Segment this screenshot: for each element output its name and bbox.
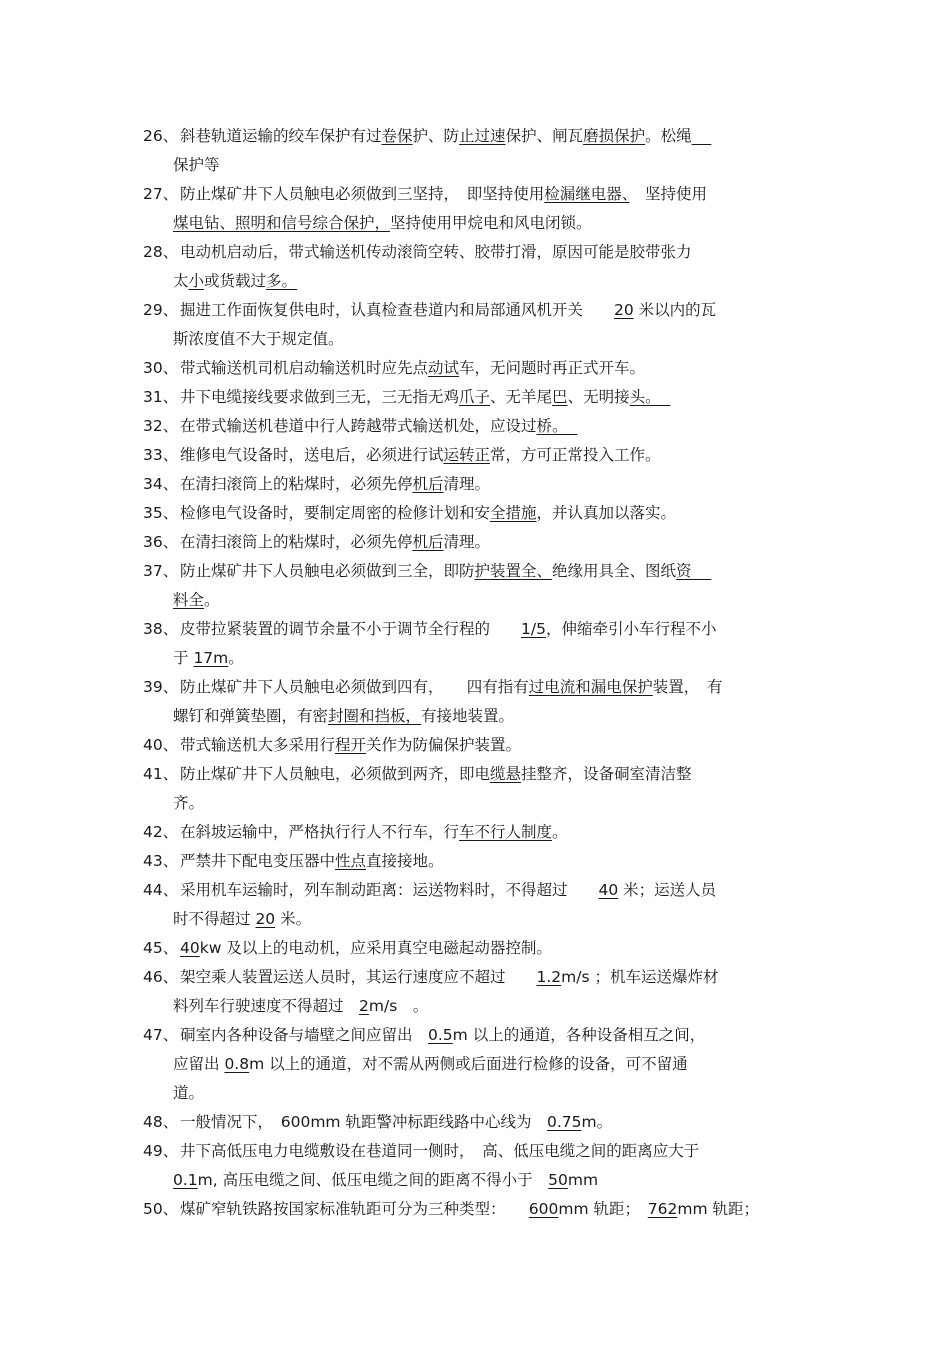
question-text: 绝缘用具全、图纸 — [552, 562, 677, 580]
question-number: 49、 — [143, 1142, 179, 1160]
question-text: 料列车行驶速度不得超过 — [173, 997, 360, 1015]
question-line — [143, 847, 813, 876]
question-number: 28、 — [143, 243, 179, 261]
question-number: 42、 — [143, 823, 179, 841]
question-text: 关作为防偏保护装置。 — [366, 736, 522, 754]
question-text: m。 — [581, 1113, 613, 1131]
answer-blank: 护装置全、 — [474, 562, 553, 580]
question-text: 清理。 — [443, 533, 491, 551]
question-number: 38、 — [143, 620, 179, 638]
question-line — [143, 441, 813, 470]
answer-blank: 机后 — [412, 475, 444, 493]
question-line — [143, 818, 813, 847]
question-number: 44、 — [143, 881, 179, 899]
question-line — [143, 499, 813, 528]
answer-blank: 止过速 — [459, 127, 506, 145]
answer-blank: 巴 — [552, 388, 568, 406]
question-text: 硐室内各种设备与墙壁之间应留出 — [180, 1026, 429, 1044]
question-text: mm — [567, 1171, 599, 1189]
question-text: 有接地装置。 — [421, 707, 515, 725]
question-text: 斯浓度值不大于规定值。 — [173, 330, 344, 348]
question-number: 48、 — [143, 1113, 179, 1131]
answer-blank: 爪子 — [459, 388, 491, 406]
question-text: 煤矿窄轨铁路按国家标准轨距可分为三种类型： — [180, 1200, 529, 1218]
question-line — [143, 209, 813, 238]
answer-blank: 50 — [548, 1171, 568, 1189]
question-text: 带式输送机大多采用行 — [180, 736, 336, 754]
question-text: mm 轨距； — [558, 1200, 648, 1218]
question-text: 于 — [173, 649, 194, 667]
question-number: 26、 — [143, 127, 179, 145]
question-line — [143, 731, 813, 760]
answer-blank: 2 — [359, 997, 369, 1015]
answer-blank: 资 — [676, 562, 712, 580]
answer-blank: 检漏继电器、 — [544, 185, 630, 203]
question-text: 米以内的瓦 — [633, 301, 717, 319]
answer-blank: 0.8 — [224, 1055, 250, 1073]
question-number: 50、 — [143, 1200, 179, 1218]
question-text: 在清扫滚筒上的粘煤时，必须先停 — [180, 533, 413, 551]
question-text: 齐。 — [173, 794, 205, 812]
question-line — [143, 557, 813, 586]
question-item — [143, 1108, 813, 1137]
question-text: 掘进工作面恢复供电时，认真检查巷道内和局部通风机开关 — [180, 301, 615, 319]
question-item — [143, 615, 813, 673]
question-text: 保护、闸瓦 — [505, 127, 584, 145]
question-text: m 以上的通道，对不需从两侧或后面进行检修的设备，可不留通 — [249, 1055, 688, 1073]
question-text: 防止煤矿井下人员触电必须做到四有， 四有指有 — [180, 678, 529, 696]
question-line — [143, 992, 813, 1021]
answer-blank: 车不行人制度 — [459, 823, 553, 841]
question-item — [143, 441, 813, 470]
answer-blank: 封圈和挡板， — [328, 707, 422, 725]
question-text: 。 — [552, 823, 568, 841]
question-line — [143, 238, 813, 267]
answer-blank: 全措施 — [490, 504, 537, 522]
question-text: 架空乘人装置运送人员时，其运行速度应不超过 — [180, 968, 537, 986]
question-text: ，伸缩牵引小车行程不小 — [545, 620, 717, 638]
answer-blank: 多。 — [266, 272, 298, 290]
question-text: 井下电缆接线要求做到三无，三无指无鸡 — [180, 388, 460, 406]
question-text: 带式输送机司机启动输送机时应先点 — [180, 359, 429, 377]
question-text: 一般情况下， 600mm 轨距警冲标距线路中心线为 — [180, 1113, 547, 1131]
question-line — [143, 760, 813, 789]
answer-blank: 缆悬 — [490, 765, 522, 783]
question-item — [143, 1021, 813, 1108]
answer-blank: 卷保 — [381, 127, 413, 145]
answer-blank: 桥。 — [536, 417, 578, 435]
question-line — [143, 586, 813, 615]
answer-blank: 0.5 — [428, 1026, 453, 1044]
question-text: 挂整齐，设备硐室清洁整 — [521, 765, 692, 783]
question-line — [143, 151, 813, 180]
question-item — [143, 731, 813, 760]
question-item — [143, 528, 813, 557]
question-item — [143, 963, 813, 1021]
question-line — [143, 644, 813, 673]
question-line — [143, 1079, 813, 1108]
question-item — [143, 354, 813, 383]
answer-blank: 性点 — [335, 852, 367, 870]
question-line — [143, 528, 813, 557]
question-text: 米；运送人员 — [618, 881, 717, 899]
question-text: 、无明接 — [567, 388, 630, 406]
question-number: 27、 — [143, 185, 179, 203]
question-item — [143, 383, 813, 412]
answer-blank: 运转正 — [443, 446, 491, 464]
question-line — [143, 673, 813, 702]
question-list — [143, 122, 813, 1224]
answer-blank: 程开 — [335, 736, 367, 754]
question-text: 或货载过 — [204, 272, 267, 290]
question-text: 道。 — [173, 1084, 205, 1102]
question-line — [143, 1166, 813, 1195]
question-number: 29、 — [143, 301, 179, 319]
question-text: kw 及以上的电动机，应采用真空电磁起动器控制。 — [199, 939, 552, 957]
question-number: 47、 — [143, 1026, 179, 1044]
answer-blank: 600 — [528, 1200, 559, 1218]
question-text: 清理。 — [443, 475, 491, 493]
answer-blank: 小 — [188, 272, 205, 290]
question-line — [143, 122, 813, 151]
answer-blank: 1/5 — [521, 620, 546, 638]
question-line — [143, 1050, 813, 1079]
question-text: 。松绳 — [645, 127, 692, 145]
question-line — [143, 934, 813, 963]
answer-blank: 0.1 — [173, 1171, 198, 1189]
answer-blank: 煤电钻、照明和信号综合保护， — [173, 214, 391, 232]
question-line — [143, 354, 813, 383]
question-text: 。 — [228, 649, 244, 667]
question-text: 检修电气设备时，要制定周密的检修计划和安 — [180, 504, 491, 522]
question-text: 时不得超过 — [173, 910, 256, 928]
question-number: 46、 — [143, 968, 179, 986]
question-item — [143, 818, 813, 847]
question-text: 应留出 — [173, 1055, 225, 1073]
question-text: m/s ；机车运送爆炸材 — [561, 968, 719, 986]
question-text: 护、防 — [412, 127, 460, 145]
question-line — [143, 615, 813, 644]
question-text: 防止煤矿井下人员触电必须做到三坚持， 即坚持使用 — [180, 185, 545, 203]
question-number: 39、 — [143, 678, 179, 696]
question-line — [143, 1195, 813, 1224]
answer-blank: 17m — [193, 649, 229, 667]
question-item — [143, 296, 813, 354]
question-text: 防止煤矿井下人员触电必须做到三全，即防 — [180, 562, 475, 580]
question-line — [143, 905, 813, 934]
question-text: 保护等 — [173, 156, 220, 174]
question-item — [143, 1195, 813, 1224]
question-text: 坚持使用 — [629, 185, 708, 203]
answer-blank: 40 — [180, 939, 200, 957]
question-text: 车，无问题时再正式开车。 — [459, 359, 646, 377]
question-line — [143, 267, 813, 296]
question-line — [143, 1108, 813, 1137]
question-item — [143, 934, 813, 963]
question-text: 常，方可正常投入工作。 — [490, 446, 661, 464]
question-number: 36、 — [143, 533, 179, 551]
question-line — [143, 789, 813, 818]
question-number: 34、 — [143, 475, 179, 493]
question-text: 。 — [204, 591, 220, 609]
answer-blank: 0.75 — [546, 1113, 582, 1131]
question-text: m, 高压电缆之间、低压电缆之间的距离不得小于 — [197, 1171, 549, 1189]
question-text: 坚持使用甲烷电和风电闭锁。 — [390, 214, 592, 232]
question-line — [143, 325, 813, 354]
question-item — [143, 557, 813, 615]
answer-blank: 料全 — [173, 591, 205, 609]
question-number: 33、 — [143, 446, 179, 464]
question-item — [143, 412, 813, 441]
answer-blank — [692, 127, 712, 145]
question-line — [143, 383, 813, 412]
question-text: 斜巷轨道运输的绞车保护有过 — [180, 127, 382, 145]
question-item — [143, 238, 813, 296]
question-item — [143, 876, 813, 934]
question-number: 41、 — [143, 765, 179, 783]
question-item — [143, 847, 813, 876]
question-line — [143, 1137, 813, 1166]
question-text: 、无羊尾 — [490, 388, 553, 406]
question-text: 在带式输送机巷道中行人跨越带式输送机处，应设过 — [180, 417, 537, 435]
question-text: m/s 。 — [368, 997, 429, 1015]
question-item — [143, 673, 813, 731]
question-text: 米。 — [275, 910, 312, 928]
question-text: 螺钉和弹簧垫圈，有密 — [173, 707, 329, 725]
question-text: mm 轨距； — [677, 1200, 759, 1218]
question-text: 直接接地。 — [366, 852, 444, 870]
question-item — [143, 180, 813, 238]
question-item — [143, 499, 813, 528]
question-item — [143, 760, 813, 818]
question-text: 在清扫滚筒上的粘煤时，必须先停 — [180, 475, 413, 493]
question-item — [143, 1137, 813, 1195]
answer-blank: 过电流和漏电保护 — [528, 678, 653, 696]
question-number: 30、 — [143, 359, 179, 377]
question-text: m 以上的通道，各种设备相互之间， — [452, 1026, 706, 1044]
question-line — [143, 876, 813, 905]
question-number: 31、 — [143, 388, 179, 406]
question-line — [143, 1021, 813, 1050]
question-line — [143, 296, 813, 325]
question-text: 维修电气设备时，送电后，必须进行试 — [180, 446, 444, 464]
question-text: 采用机车运输时，列车制动距离：运送物料时，不得超过 — [180, 881, 599, 899]
answer-blank: 头。 — [629, 388, 671, 406]
question-item — [143, 122, 813, 180]
question-number: 43、 — [143, 852, 179, 870]
answer-blank: 20 — [255, 910, 276, 928]
answer-blank: 1.2 — [536, 968, 562, 986]
answer-blank: 磨损保护 — [583, 127, 646, 145]
answer-blank: 动试 — [428, 359, 460, 377]
question-line — [143, 180, 813, 209]
question-text: 太 — [173, 272, 189, 290]
answer-blank: 20 — [614, 301, 634, 319]
question-line — [143, 470, 813, 499]
question-text: ，并认真加以落实。 — [536, 504, 677, 522]
question-text: 电动机启动后，带式输送机传动滚筒空转、胶带打滑，原因可能是胶带张力 — [180, 243, 692, 261]
question-line — [143, 702, 813, 731]
question-text: 皮带拉紧装置的调节余量不小于调节全行程的 — [180, 620, 522, 638]
question-text: 井下高低压电力电缆敷设在巷道同一侧时， 高、低压电缆之间的距离应大于 — [180, 1142, 700, 1160]
answer-blank: 机后 — [412, 533, 444, 551]
question-text: 在斜坡运输中，严格执行行人不行车，行 — [180, 823, 460, 841]
question-number: 32、 — [143, 417, 179, 435]
question-number: 37、 — [143, 562, 179, 580]
question-number: 45、 — [143, 939, 179, 957]
question-line — [143, 963, 813, 992]
question-number: 40、 — [143, 736, 179, 754]
answer-blank: 40 — [598, 881, 619, 899]
question-line — [143, 412, 813, 441]
question-number: 35、 — [143, 504, 179, 522]
question-text: 防止煤矿井下人员触电，必须做到两齐，即电 — [180, 765, 491, 783]
question-item — [143, 470, 813, 499]
question-text: 装置， 有 — [652, 678, 723, 696]
answer-blank: 762 — [647, 1200, 678, 1218]
question-text: 严禁井下配电变压器中 — [180, 852, 336, 870]
